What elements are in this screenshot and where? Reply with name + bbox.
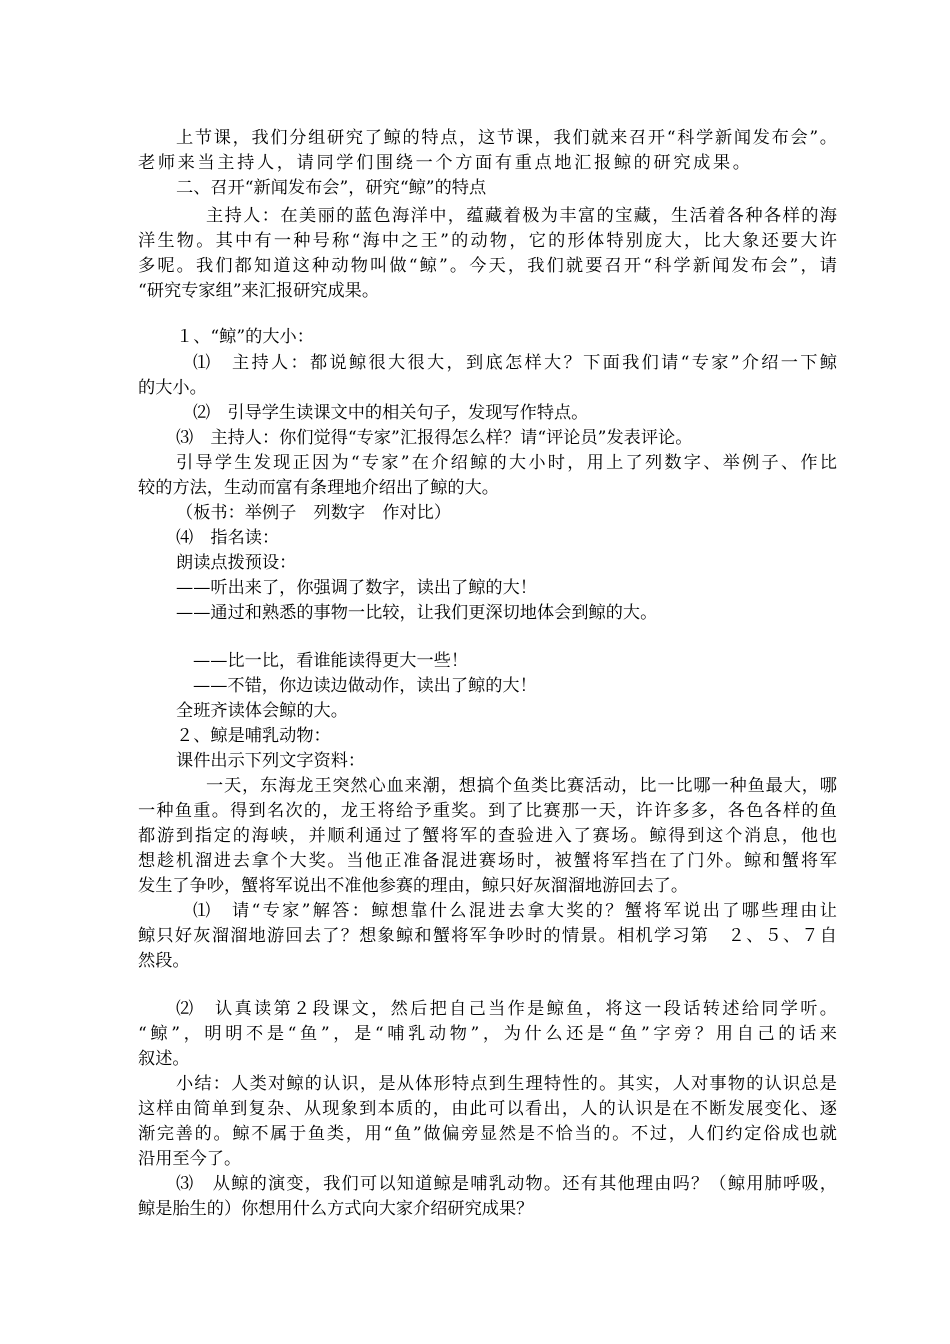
text-line: 然段。 bbox=[138, 951, 190, 971]
text-line: ——不错，你边读边做动作，读出了鲸的大！ bbox=[193, 676, 537, 696]
text-line: ⑵ 引导学生读课文中的相关句子，发现写作特点。 bbox=[193, 403, 589, 423]
text-line: ⑷ 指名读： bbox=[176, 528, 280, 548]
text-line: “鲸”，明明不是“鱼”，是“哺乳动物”，为什么还是“鱼”字旁？用自己的话来 bbox=[138, 1024, 837, 1044]
text-line: 渐完善的。鲸不属于鱼类，用“鱼”做偏旁显然是不恰当的。不过，人们约定俗成也就 bbox=[138, 1124, 837, 1144]
text-line: 想趁机溜进去拿个大奖。当他正准备混进赛场时，被蟹将军挡在了门外。鲸和蟹将军 bbox=[138, 851, 837, 871]
text-line: 全班齐读体会鲸的大。 bbox=[176, 701, 348, 721]
subheading: ２、鲸是哺乳动物： bbox=[176, 726, 331, 746]
text-line: ⑶ 从鲸的演变，我们可以知道鲸是哺乳动物。还有其他理由吗？（鲸用肺呼吸， bbox=[176, 1174, 837, 1194]
text-line: “研究专家组”来汇报研究成果。 bbox=[138, 281, 380, 301]
text-line: 小结：人类对鲸的认识，是从体形特点到生理特性的。其实，人对事物的认识总是 bbox=[176, 1074, 837, 1094]
section-heading: 二、召开“新闻发布会”，研究“鲸”的特点 bbox=[176, 178, 487, 198]
text-line: ——听出来了，你强调了数字，读出了鲸的大！ bbox=[176, 578, 537, 598]
text-line: 这样由简单到复杂、从现象到本质的，由此可以看出，人的认识是在不断发展变化、逐 bbox=[138, 1099, 837, 1119]
text-line: 一种鱼重。得到名次的，龙王将给予重奖。到了比赛那一天，许许多多，各色各样的鱼 bbox=[138, 801, 837, 821]
text-line: 叙述。 bbox=[138, 1049, 190, 1069]
text-line: ⑴ 主持人：都说鲸很大很大，到底怎样大？下面我们请“专家”介绍一下鲸 bbox=[193, 353, 837, 373]
text-line: （板书：举例子 列数字 作对比） bbox=[176, 503, 452, 523]
text-line: 多呢。我们都知道这种动物叫做“鲸”。今天，我们就要召开“科学新闻发布会”，请 bbox=[138, 256, 837, 276]
text-line: 较的方法，生动而富有条理地介绍出了鲸的大。 bbox=[138, 478, 499, 498]
text-line: 上节课，我们分组研究了鲸的特点，这节课，我们就来召开“科学新闻发布会”。 bbox=[176, 128, 837, 148]
text-line: 沿用至今了。 bbox=[138, 1149, 242, 1169]
text-line: 一天，东海龙王突然心血来潮，想搞个鱼类比赛活动，比一比哪一种鱼最大，哪 bbox=[206, 776, 837, 796]
text-line: 朗读点拨预设： bbox=[176, 553, 297, 573]
text-line: 课件出示下列文字资料： bbox=[176, 751, 366, 771]
text-line: ⑴ 请“专家”解答：鲸想靠什么混进去拿大奖的？蟹将军说出了哪些理由让 bbox=[193, 901, 837, 921]
text-line: ⑵ 认真读第２段课文，然后把自己当作是鲸鱼，将这一段话转述给同学听。 bbox=[176, 999, 837, 1019]
text-line: 老师来当主持人，请同学们围绕一个方面有重点地汇报鲸的研究成果。 bbox=[138, 153, 750, 173]
text-line: 鲸只好灰溜溜地游回去了？想象鲸和蟹将军争吵时的情景。相机学习第 ２、５、７自 bbox=[138, 926, 837, 946]
text-line: 发生了争吵，蟹将军说出不准他参赛的理由，鲸只好灰溜溜地游回去了。 bbox=[138, 876, 689, 896]
text-line: 引导学生发现正因为“专家”在介绍鲸的大小时，用上了列数字、举例子、作比 bbox=[176, 453, 837, 473]
text-line: 鲸是胎生的）你想用什么方式向大家介绍研究成果？ bbox=[138, 1199, 534, 1219]
text-line: 的大小。 bbox=[138, 378, 207, 398]
text-line: 洋生物。其中有一种号称“海中之王”的动物，它的形体特别庞大，比大象还要大许 bbox=[138, 231, 837, 251]
text-line: ⑶ 主持人：你们觉得“专家”汇报得怎么样？请“评论员”发表评论。 bbox=[176, 428, 693, 448]
subheading: １、“鲸”的大小： bbox=[176, 327, 314, 347]
text-line: ——比一比，看谁能读得更大一些！ bbox=[193, 651, 469, 671]
text-line: 主持人：在美丽的蓝色海洋中，蕴藏着极为丰富的宝藏，生活着各种各样的海 bbox=[206, 206, 837, 226]
text-line: 都游到指定的海峡，并顺利通过了蟹将军的查验进入了赛场。鲸得到这个消息，他也 bbox=[138, 826, 837, 846]
text-line: ——通过和熟悉的事物一比较，让我们更深切地体会到鲸的大。 bbox=[176, 603, 658, 623]
